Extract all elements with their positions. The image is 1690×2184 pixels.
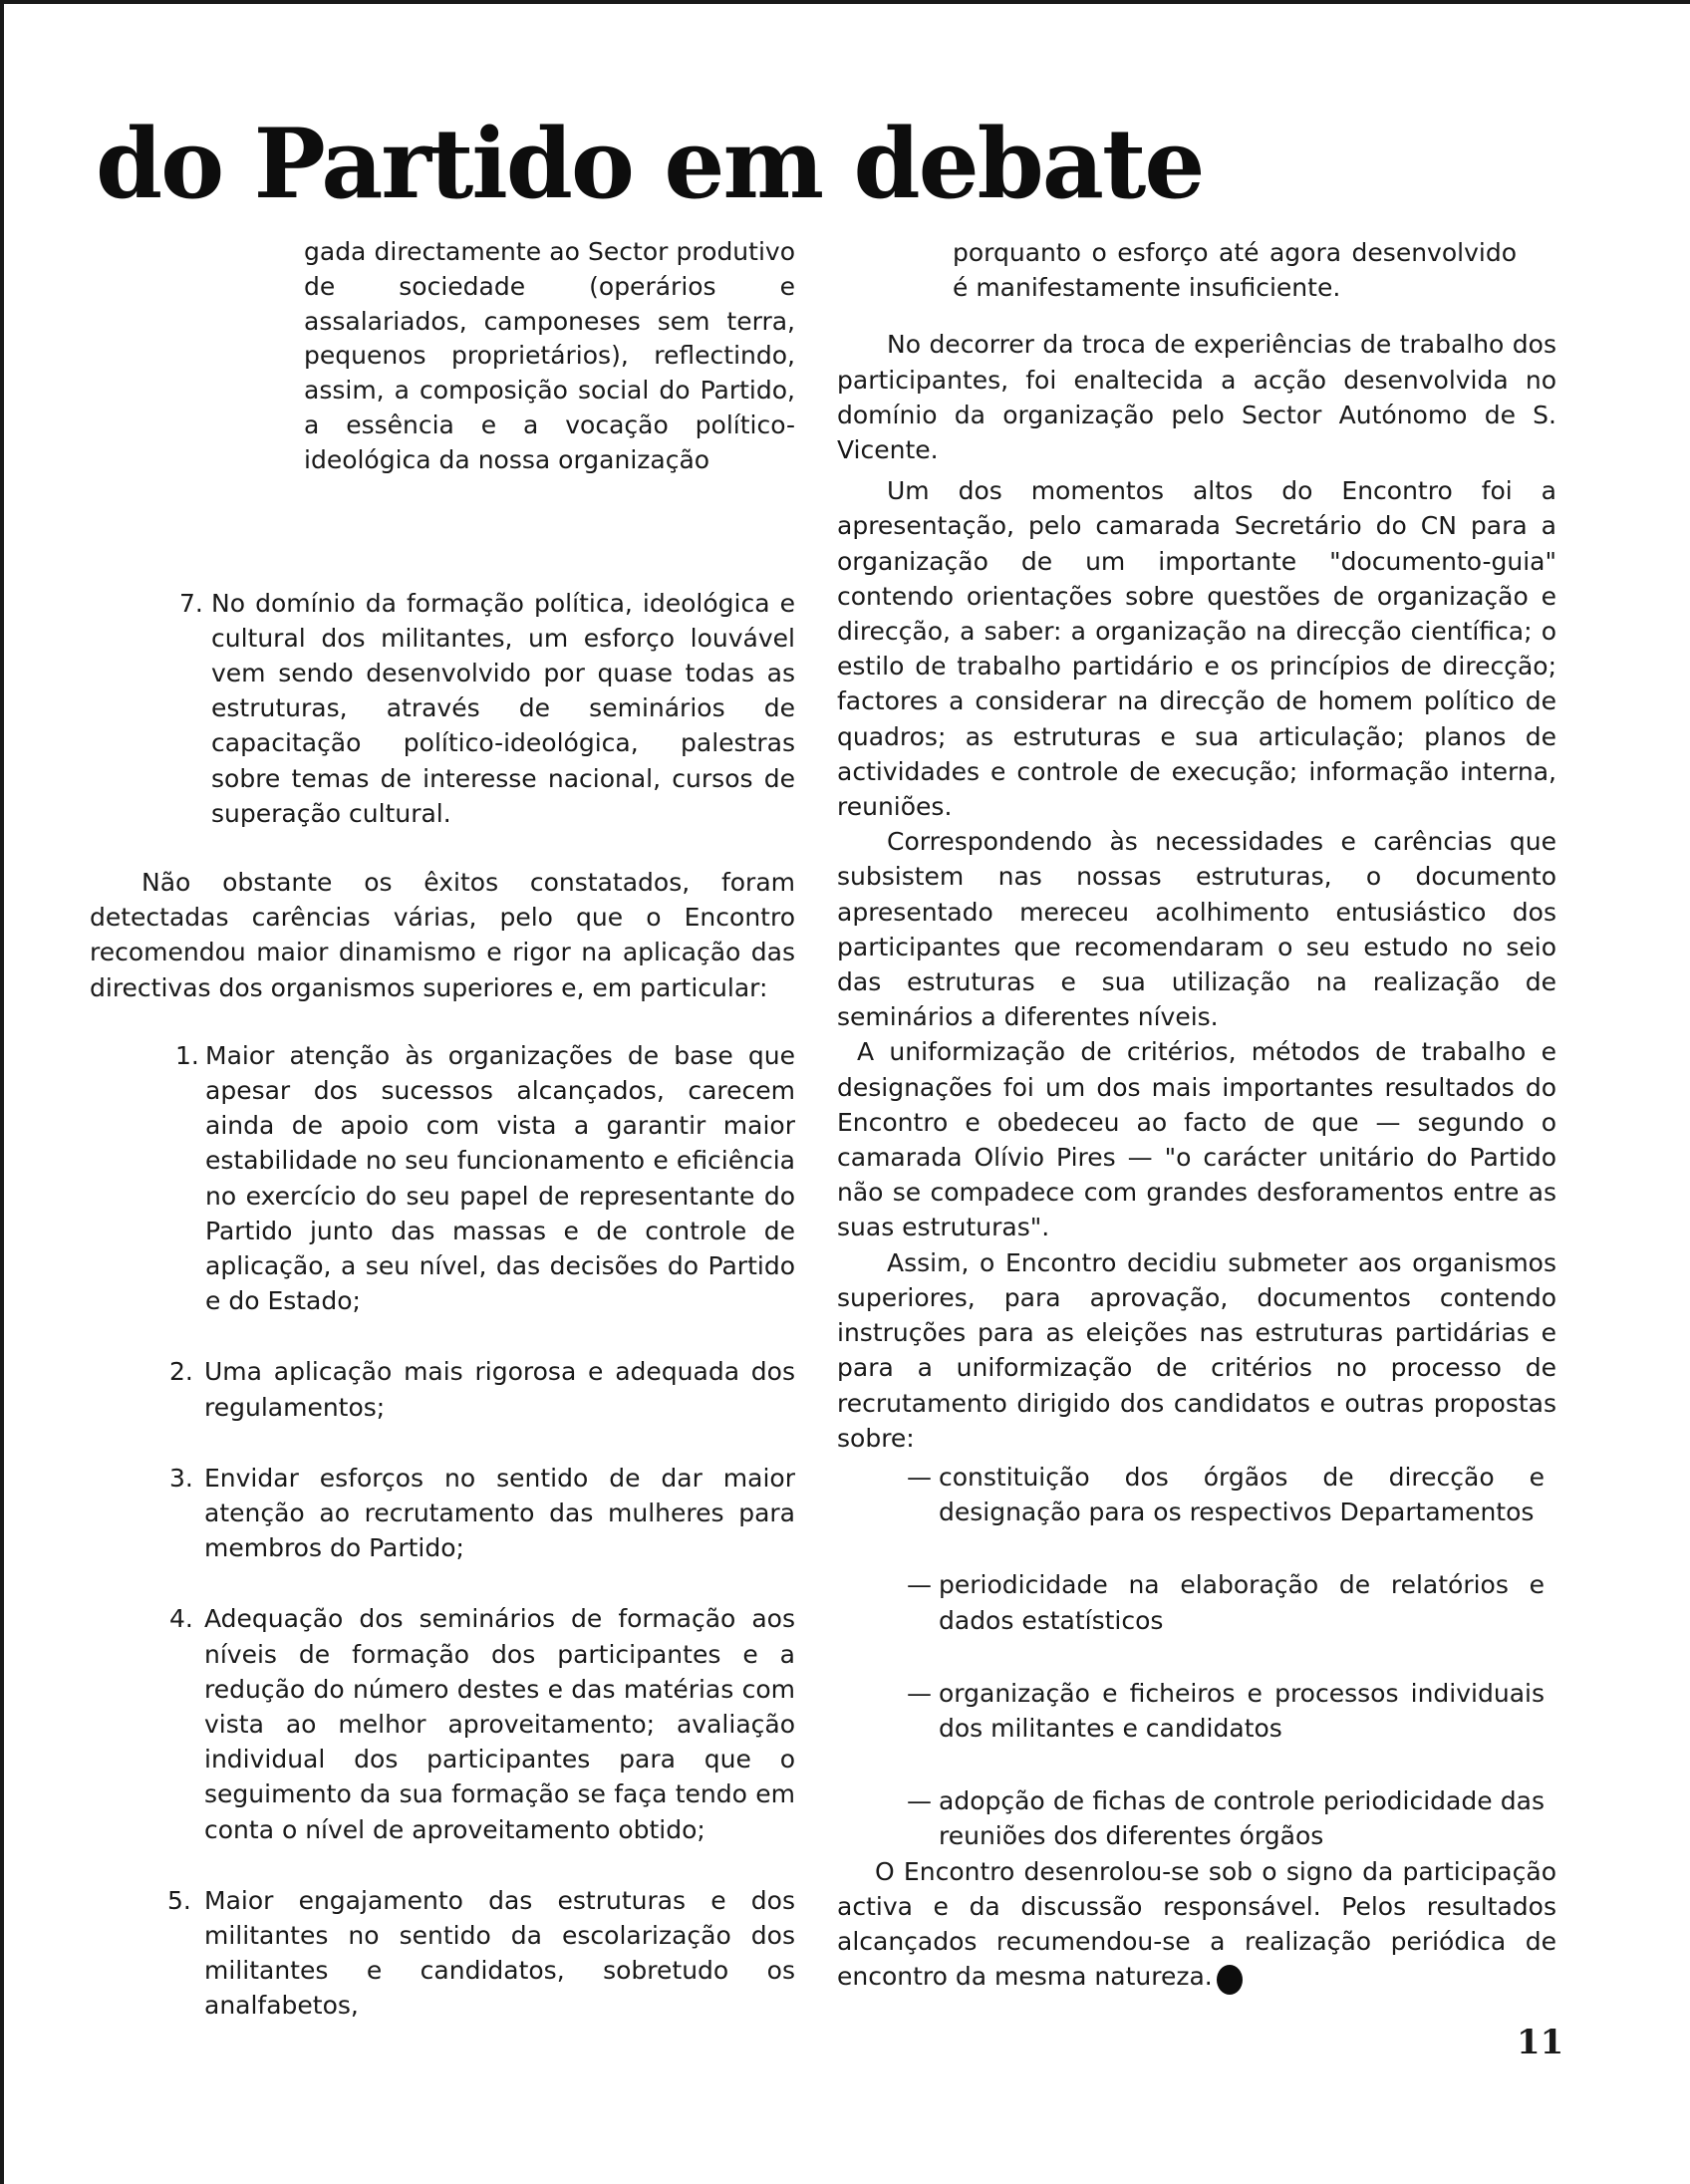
list-item (167, 1883, 795, 2024)
bullet-dash: — (907, 1786, 932, 1816)
list-item-number: 7. (179, 588, 203, 618)
list-item-number: 4. (169, 1604, 193, 1634)
list-item (169, 1354, 795, 1424)
page-left-border (0, 0, 4, 2184)
bullet-item (907, 1676, 1545, 1746)
right-column (837, 235, 1556, 1995)
bullet-dash: — (907, 1570, 932, 1600)
list-item-text: Maior atenção às organizações de base que apesar dos sucessos alcançados, carecem ainda de apoio com vista a garantir maior estabilidade no seu funcionamento e eficiência no exercício do seu papel de representante do Partido junto das massas e de controle de aplicação, a seu nível, das decisões do Partido e do Estado; (205, 1040, 795, 1316)
bullet-text: constituição dos órgãos de direcção e designação para os respectivos Departamentos (939, 1462, 1545, 1527)
list-item-7 (179, 586, 795, 831)
list-item-number: 3. (169, 1463, 193, 1493)
list-item (175, 1038, 795, 1319)
paragraph: Assim, o Encontro decidiu submeter aos organismos superiores, para aprovação, documentos contendo instruções para as eleições nas estruturas partidárias e para a uniformização de critérios no processo de recrutamento dirigido dos candidatos e outras propostas sobre: (837, 1247, 1556, 1453)
article-title: do Partido em debate (96, 108, 1204, 220)
list-item (169, 1461, 795, 1566)
closing-paragraph (837, 1854, 1556, 1996)
list-item-text: Maior engajamento das estruturas e dos militantes no sentido da escolarização dos militantes e candidatos, sobretudo os analfabetos, (204, 1885, 795, 2021)
paragraph: Correspondendo às necessidades e carências que subsistem nas nossas estruturas, o documento apresentado mereceu acolhimento entusiástico dos participantes que recomendaram o seu estudo no seio das estruturas e sua utilização na realização de seminários a diferentes níveis. (837, 827, 1556, 1032)
list-item-text: Adequação dos seminários de formação aos níveis de formação dos participantes e a redução do número destes e das matérias com vista ao melhor aproveitamento; avaliação individual dos participantes para que o seguimento da sua formação se faça tendo em conta o nível de aproveitamento obtido; (204, 1604, 795, 1844)
bullet-item (907, 1783, 1545, 1853)
bullet-text: organização e ficheiros e processos individuais dos militantes e candidatos (939, 1678, 1545, 1743)
list-item (169, 1601, 795, 1846)
bullet-dash: — (907, 1462, 932, 1492)
paragraph: No decorrer da troca de experiências de trabalho dos participantes, foi enaltecida a acção desenvolvida no domínio da organização pelo Sector Autónomo de S. Vicente. (837, 330, 1556, 465)
left-column (90, 235, 805, 2024)
paragraph: Um dos momentos altos do Encontro foi a apresentação, pelo camarada Secretário do CN para a organização de um importante "documento-guia" contendo orientações sobre questões de organização e direcção, a saber: a organização na direcção científica; o estilo de trabalho partidário e os princípios de direcção; factores a considerar na direcção de homem político de quadros; as estruturas e sua articulação; planos de actividades e controle de execução; informação interna, reuniões. (837, 476, 1556, 822)
list-item-text: No domínio da formação política, ideológica e cultural dos militantes, um esforço louvável vem sendo desenvolvido por quase todas as estruturas, através de seminários de capacitação político-ideológica, palestras sobre temas de interesse nacional, cursos de superação cultural. (211, 588, 795, 828)
list-item-text: Envidar esforços no sentido de dar maior atenção ao recrutamento das mulheres para membros do Partido; (204, 1463, 795, 1563)
bullet-item (907, 1460, 1545, 1529)
list-item-number: 1. (175, 1040, 199, 1070)
page-top-border (0, 0, 1690, 4)
bullet-text: adopção de fichas de controle periodicidade das reuniões dos diferentes órgãos (939, 1786, 1545, 1851)
bullet-text: periodicidade na elaboração de relatórios e dados estatísticos (939, 1570, 1545, 1635)
intro-continuation: gada directamente ao Sector produtivo de sociedade (operários e assalariados, camponeses sem terra, pequenos proprietários), reflectindo, assim, a composição social do Partido, a essência e a vocação político-ideológica da nossa organização (304, 237, 795, 474)
closing-text: O Encontro desenrolou-se sob o signo da participação activa e da discussão responsável. Pelos resultados alcançados recumendou-se a realização periódica de encontro da mesma natureza. (837, 1856, 1556, 1992)
bullet-item (907, 1567, 1545, 1637)
page-number: 11 (1517, 2023, 1564, 2062)
list-item-number: 5. (167, 1885, 191, 1915)
list-item-number: 2. (169, 1357, 193, 1387)
paragraph-nao-obstante: Não obstante os êxitos constatados, foram detectadas carências várias, pelo que o Encontro recomendou maior dinamismo e rigor na aplicação das directivas dos organismos superiores e, em particular: (90, 868, 795, 1002)
list-item-text: Uma aplicação mais rigorosa e adequada dos regulamentos; (204, 1357, 795, 1422)
item5-continuation: porquanto o esforço até agora desenvolvido é manifestamente insuficiente. (953, 238, 1517, 303)
bullet-dash: — (907, 1678, 932, 1708)
end-mark-icon (1217, 1965, 1243, 1995)
paragraph: A uniformização de critérios, métodos de trabalho e designações foi um dos mais importantes resultados do Encontro e obedeceu ao facto de que — segundo o camarada Olívio Pires — "o carácter unitário do Partido não se compadece com grandes desforamentos entre as suas estruturas". (837, 1037, 1556, 1242)
